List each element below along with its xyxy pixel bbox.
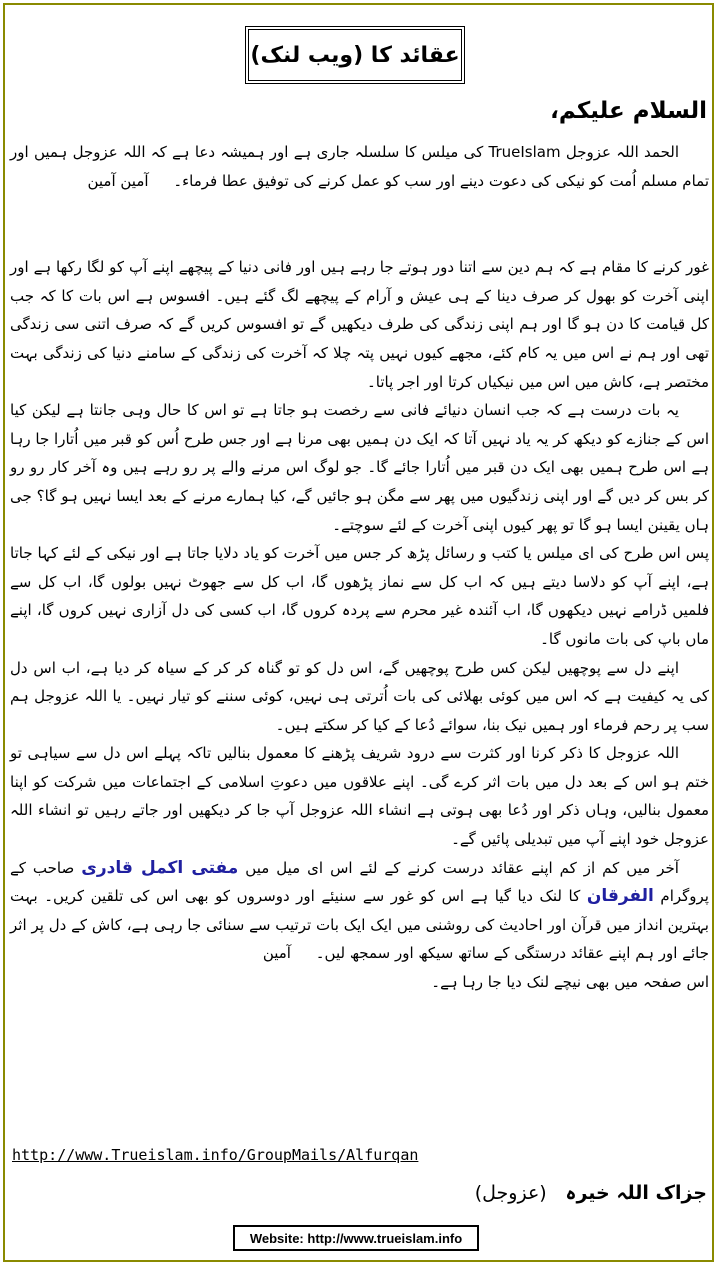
closing-text: جزاک اللہ خیرہ: [565, 1182, 707, 1204]
paragraph-4: اپنے دل سے پوچھیں لیکن کس طرح پوچھیں گے، اس دل کو تو گناہ کر کر کے سیاہ کر دیا ہے، اب اس دل کی یہ کیفیت ہے کہ اس میں کوئی بھلائی کی بات اُترتی ہی نہیں، کوئی سننے کو تیار نہیں۔ یا اللہ عزوجل ہم سب پر رحم فرماء اور ہمیں نیک بنا، سوائے دُعا کے کیا کر سکتے ہیں۔: [10, 658, 709, 734]
paragraph-3: پس اس طرح کی ای میلس یا کتب و رسائل پڑھ کر جس میں آخرت کو یاد دلایا جاتا ہے اور نیکی کے لئے کہا جاتا ہے، اپنے آپ کو دلاسا دیتے ہیں کہ اب کل سے نماز پڑھوں گا، اب کل سے جھوٹ نہیں بولوں گا، اب کل سے فلمیں ڈرامے نہیں دیکھوں گا، اب آئندہ غیر محرم سے پردہ کروں گا، اب کسی کی دل آزاری نہیں کروں گا، اپنے ماں باپ کی بات مانوں گا۔: [10, 544, 709, 648]
alfurqan-link[interactable]: http://www.Trueislam.info/GroupMails/Alfurqan: [12, 1146, 419, 1164]
program-name: الفرقان: [586, 886, 654, 907]
last-paragraph-middle: صاحب کے پروگرام: [10, 858, 709, 906]
paragraph-6: [10, 854, 709, 968]
intro-text: الحمد اللہ عزوجل TrueIslam کی میلس کا سلسلہ جاری ہے اور ہمیشہ دعا ہے کہ اللہ عزوجل ہمیں اور تمام مسلم اُمت کو نیکی کی دعوت دینے اور سب کو عمل کرنے کی توفیق عطا فرماء۔: [10, 143, 709, 190]
link-note: اس صفحہ میں بھی نیچے لنک دیا جا رہا ہے۔: [431, 973, 709, 992]
intro-ameen: آمین آمین: [87, 171, 149, 190]
paragraph-5: اللہ عزوجل کا ذکر کرنا اور کثرت سے درود شریف پڑھنے کا معمول بنالیں تاکہ پہلے اس دل سے سیاہی تو ختم ہو اس کے بعد دل میں بات اثر کرے گی۔ اپنے علاقوں میں دعوتِ اسلامی کے اجتماعات میں شرکت کو اپنا معمول بنالیں، وہاں ذکر اور دُعا بھی ہوتی ہے انشاء اللہ عزوجل آپ جا کر دیکھیں اور جاتے رہیں تو انشاء اللہ عزوجل خود اپنے آپ میں تبدیلی پائیں گے۔: [10, 744, 709, 849]
closing-paren: (عزوجل): [474, 1182, 547, 1204]
last-paragraph-end: کا لنک دیا گیا ہے اس کو غور سے سنیئے اور دوسروں کو بھی اس کی تلقین کریں۔ بہت بہترین انداز میں قرآن اور احادیث کی روشنی میں ایک ایک بات ترتیب سے سنائی جا رہی ہے، کاش کے دل پر اثر جائے اور ہم اپنے عقائد درستگی کے ساتھ سیکھ اور سمجھ لیں۔: [10, 887, 709, 963]
paragraph-1: غور کرنے کا مقام ہے کہ ہم دین سے اتنا دور ہوتے جا رہے ہیں اور فانی دنیا کے پیچھے اپنے آپ کو لگا رکھا ہے اور اپنی آخرت کو بھول کر صرف دینا کے ہی عیش و آرام کے پیچھے لگ گئے ہیں۔ افسوس ہے اس بات کا کہ جب کل قیامت کا دن ہو گا اور ہم اپنی زندگی کی طرف دیکھیں گے تو افسوس کریں گے کہ صرف اتنی سی زندگی تھی اور ہم نے اس میں یہ کام کئے، مجھے کیوں نہیں پتہ چلا کہ آخرت کی زندگی کے سامنے دنیا کی زندگی بہت مختصر ہے، کاش میں اس میں نیکیاں کرتا اور اجر پاتا۔: [10, 258, 709, 391]
page-title: عقائد کا (ویب لنک): [245, 26, 465, 84]
last-ameen: آمین: [262, 944, 291, 963]
paragraph-2: یہ بات درست ہے کہ جب انسان دنیائے فانی سے رخصت ہو جاتا ہے تو اس کا حال وہی جانتا ہے لیکن کیا اس کے جنازے کو دیکھ کر یہ یاد نہیں آتا کہ ایک دن ہمیں بھی مرنا ہے اور جس طرح اُس کو قبر میں اُتارا جا رہا ہے اس طرح ہمیں بھی ایک دن قبر میں اُتارا جائے گا۔ جو لوگ اس مرنے والے پر رو رہے ہیں وہ آخر کار رو رو کر بس کر دیں گے اور اپنی زندگیوں میں پھر سے مگن ہو جائیں گے، کیا ہمارے مرنے کے بعد ایسا نہیں ہو گا؟ جی ہاں یقینن ایسا ہو گا تو پھر کیوں اپنی آخرت کے لئے سوچتے۔: [10, 401, 709, 534]
greeting: السلام علیکم،: [550, 98, 707, 124]
closing: [475, 1182, 707, 1204]
website-footer[interactable]: Website: http://www.trueislam.info: [233, 1225, 479, 1251]
last-paragraph-start: آخر میں کم از کم اپنے عقائد درست کرنے کے لئے اس ای میل میں: [245, 858, 679, 877]
mufti-name: مفتی اکمل قادری: [81, 857, 239, 878]
intro-paragraph: [10, 138, 709, 195]
article-body: [10, 138, 709, 997]
